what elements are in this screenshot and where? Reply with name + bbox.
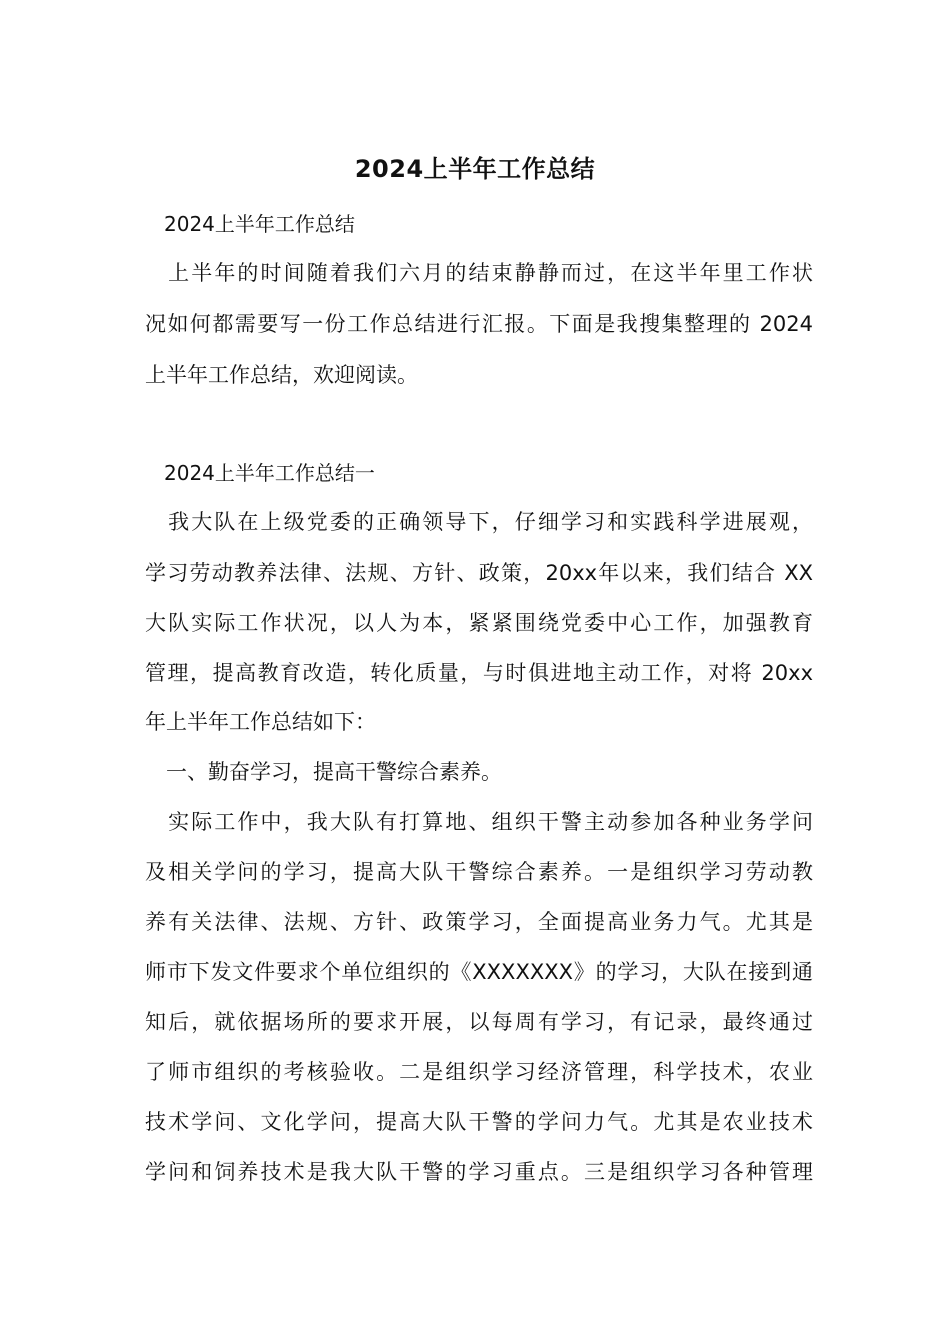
para2-line-6: 了师市组织的考核验收。二是组织学习经济管理，科学技术，农业 — [145, 1060, 813, 1084]
para2-line-1: 实际工作中，我大队有打算地、组织干警主动参加各种业务学问 — [145, 810, 813, 834]
point1-heading: 一、勤奋学习，提高干警综合素养。 — [145, 760, 502, 784]
section-heading: 2024上半年工作总结一 — [164, 461, 375, 485]
intro-line-2: 况如何都需要写一份工作总结进行汇报。下面是我搜集整理的 2024 — [145, 312, 813, 336]
para2-line-4: 师市下发文件要求个单位组织的《XXXXXXX》的学习，大队在接到通 — [145, 960, 813, 984]
para1-line-4: 管理，提高教育改造，转化质量，与时俱进地主动工作，对将 20xx — [145, 661, 813, 685]
para1-line-3: 大队实际工作状况，以人为本，紧紧围绕党委中心工作，加强教育 — [145, 611, 813, 635]
para2-line-3: 养有关法律、法规、方针、政策学习，全面提高业务力气。尤其是 — [145, 910, 813, 934]
para2-line-2: 及相关学问的学习，提高大队干警综合素养。一是组织学习劳动教 — [145, 860, 813, 884]
intro-line-3: 上半年工作总结，欢迎阅读。 — [145, 363, 418, 387]
para2-line-8: 学问和饲养技术是我大队干警的学习重点。三是组织学习各种管理 — [145, 1160, 813, 1184]
document-subtitle: 2024上半年工作总结 — [164, 212, 355, 236]
para2-line-7: 技术学问、文化学问，提高大队干警的学问力气。尤其是农业技术 — [145, 1110, 813, 1134]
intro-line-1: 上半年的时间随着我们六月的结束静静而过，在这半年里工作状 — [145, 261, 813, 285]
para1-line-5: 年上半年工作总结如下： — [145, 710, 376, 734]
para1-line-2: 学习劳动教养法律、法规、方针、政策，20xx年以来，我们结合 XX — [145, 561, 813, 585]
document-title: 2024上半年工作总结 — [354, 155, 596, 183]
para1-line-1: 我大队在上级党委的正确领导下，仔细学习和实践科学进展观， — [145, 510, 813, 534]
para2-line-5: 知后，就依据场所的要求开展，以每周有学习，有记录，最终通过 — [145, 1010, 813, 1034]
